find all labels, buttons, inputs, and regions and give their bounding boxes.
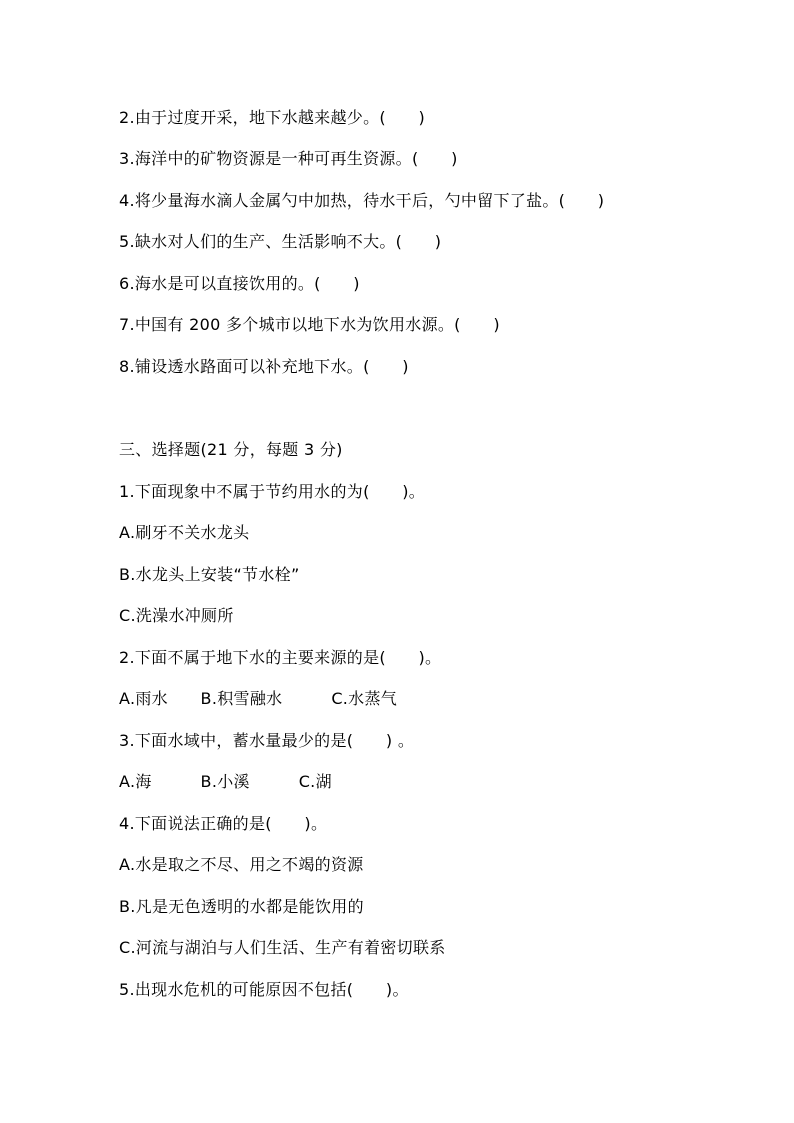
- judgment-item-4: 4.将少量海水滴人金属勺中加热，待水干后，勺中留下了盐。( ): [119, 191, 605, 210]
- question-2-stem: 2.下面不属于地下水的主要来源的是( )。: [119, 648, 442, 667]
- judgment-item-7: 7.中国有 200 多个城市以地下水为饮用水源。( ): [119, 315, 500, 334]
- question-1-option-c: C.洗澡水冲厕所: [119, 606, 234, 625]
- question-1-option-b: B.水龙头上安装“节水栓”: [119, 565, 300, 584]
- question-4-option-a: A.水是取之不尽、用之不竭的资源: [119, 855, 364, 874]
- question-4-option-c: C.河流与湖泊与人们生活、生产有着密切联系: [119, 938, 446, 957]
- judgment-item-3: 3.海洋中的矿物资源是一种可再生资源。( ): [119, 149, 458, 168]
- judgment-item-5: 5.缺水对人们的生产、生活影响不大。( ): [119, 232, 442, 251]
- judgment-item-6: 6.海水是可以直接饮用的。( ): [119, 274, 360, 293]
- question-4-stem: 4.下面说法正确的是( )。: [119, 814, 328, 833]
- question-1-option-a: A.刷牙不关水龙头: [119, 523, 250, 542]
- judgment-item-2: 2.由于过度开采，地下水越来越少。( ): [119, 108, 426, 127]
- question-3-options: A.海 B.小溪 C.湖: [119, 772, 332, 791]
- judgment-item-8: 8.铺设透水路面可以补充地下水。( ): [119, 357, 409, 376]
- question-4-option-b: B.凡是无色透明的水都是能饮用的: [119, 897, 364, 916]
- question-2-options: A.雨水 B.积雪融水 C.水蒸气: [119, 689, 398, 708]
- question-3-stem: 3.下面水域中，蓄水量最少的是( ) 。: [119, 731, 415, 750]
- question-5-stem: 5.出现水危机的可能原因不包括( )。: [119, 980, 409, 999]
- question-1-stem: 1.下面现象中不属于节约用水的为( )。: [119, 482, 426, 501]
- section-title: 三、选择题(21 分，每题 3 分): [119, 440, 343, 459]
